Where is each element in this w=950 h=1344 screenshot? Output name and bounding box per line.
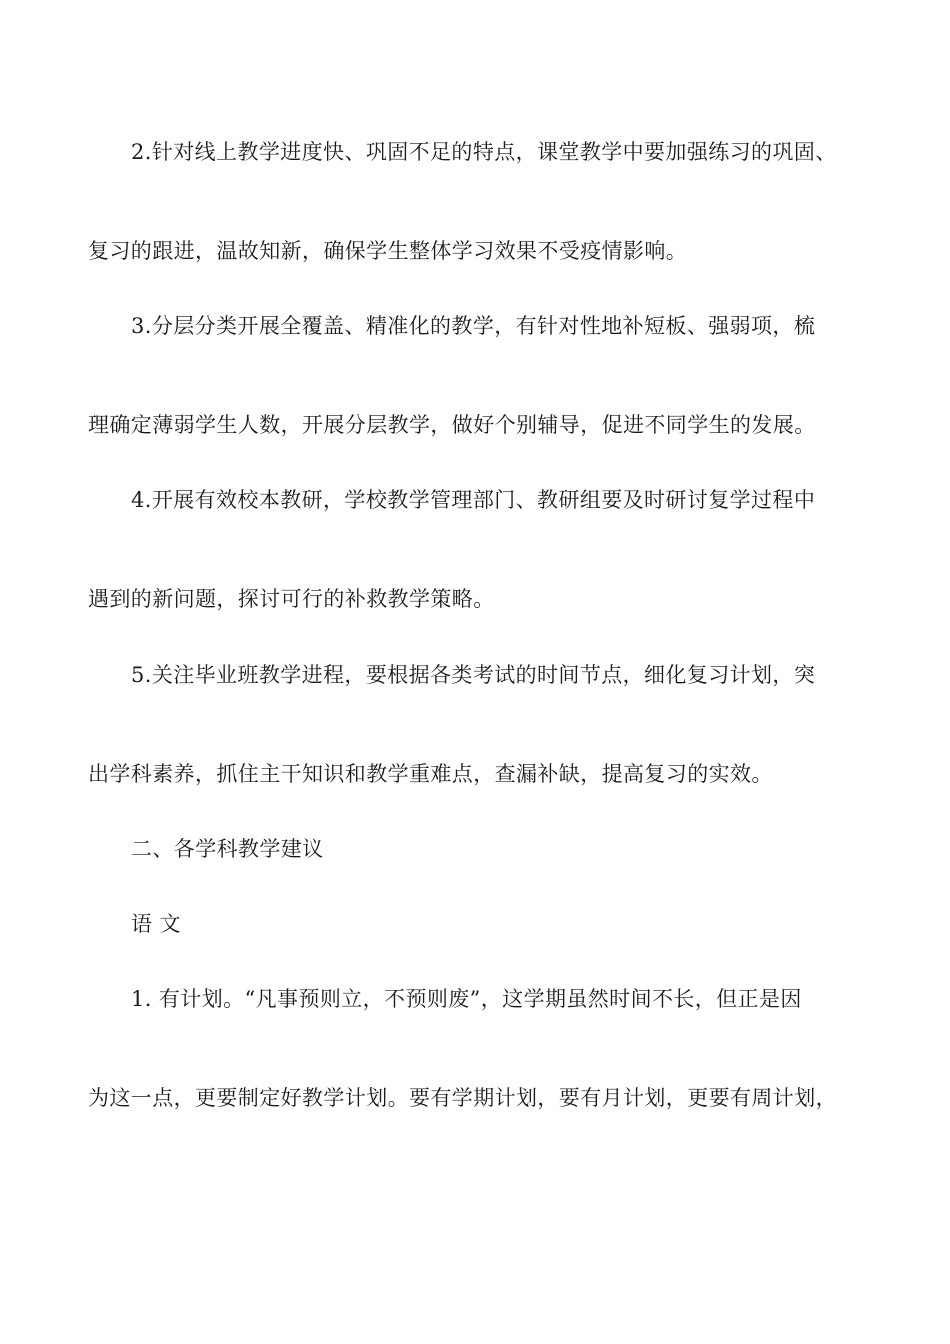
subject-heading: 语 文 xyxy=(131,912,181,936)
paragraph-line: 2.针对线上教学进度快、巩固不足的特点，课堂教学中要加强练习的巩固、 xyxy=(131,140,837,164)
paragraph-line: 复习的跟进，温故知新，确保学生整体学习效果不受疫情影响。 xyxy=(88,239,688,263)
paragraph-line: 遇到的新问题，探讨可行的补救教学策略。 xyxy=(88,587,495,611)
paragraph-line: 3.分层分类开展全覆盖、精准化的教学，有针对性地补短板、强弱项，梳 xyxy=(131,314,816,338)
paragraph-line: 4.开展有效校本教研，学校教学管理部门、教研组要及时研讨复学过程中 xyxy=(131,488,816,512)
paragraph-line: 5.关注毕业班教学进程，要根据各类考试的时间节点，细化复习计划，突 xyxy=(131,663,816,687)
paragraph-line: 为这一点，更要制定好教学计划。要有学期计划，要有月计划，更要有周计划， xyxy=(88,1086,837,1110)
paragraph-line: 出学科素养，抓住主干知识和教学重难点，查漏补缺，提高复习的实效。 xyxy=(88,762,773,786)
section-heading: 二、各学科教学建议 xyxy=(131,837,324,861)
paragraph-line: 理确定薄弱学生人数，开展分层教学，做好个别辅导，促进不同学生的发展。 xyxy=(88,413,816,437)
paragraph-line: 1. 有计划。“凡事预则立，不预则废”，这学期虽然时间不长，但正是因 xyxy=(131,987,802,1011)
